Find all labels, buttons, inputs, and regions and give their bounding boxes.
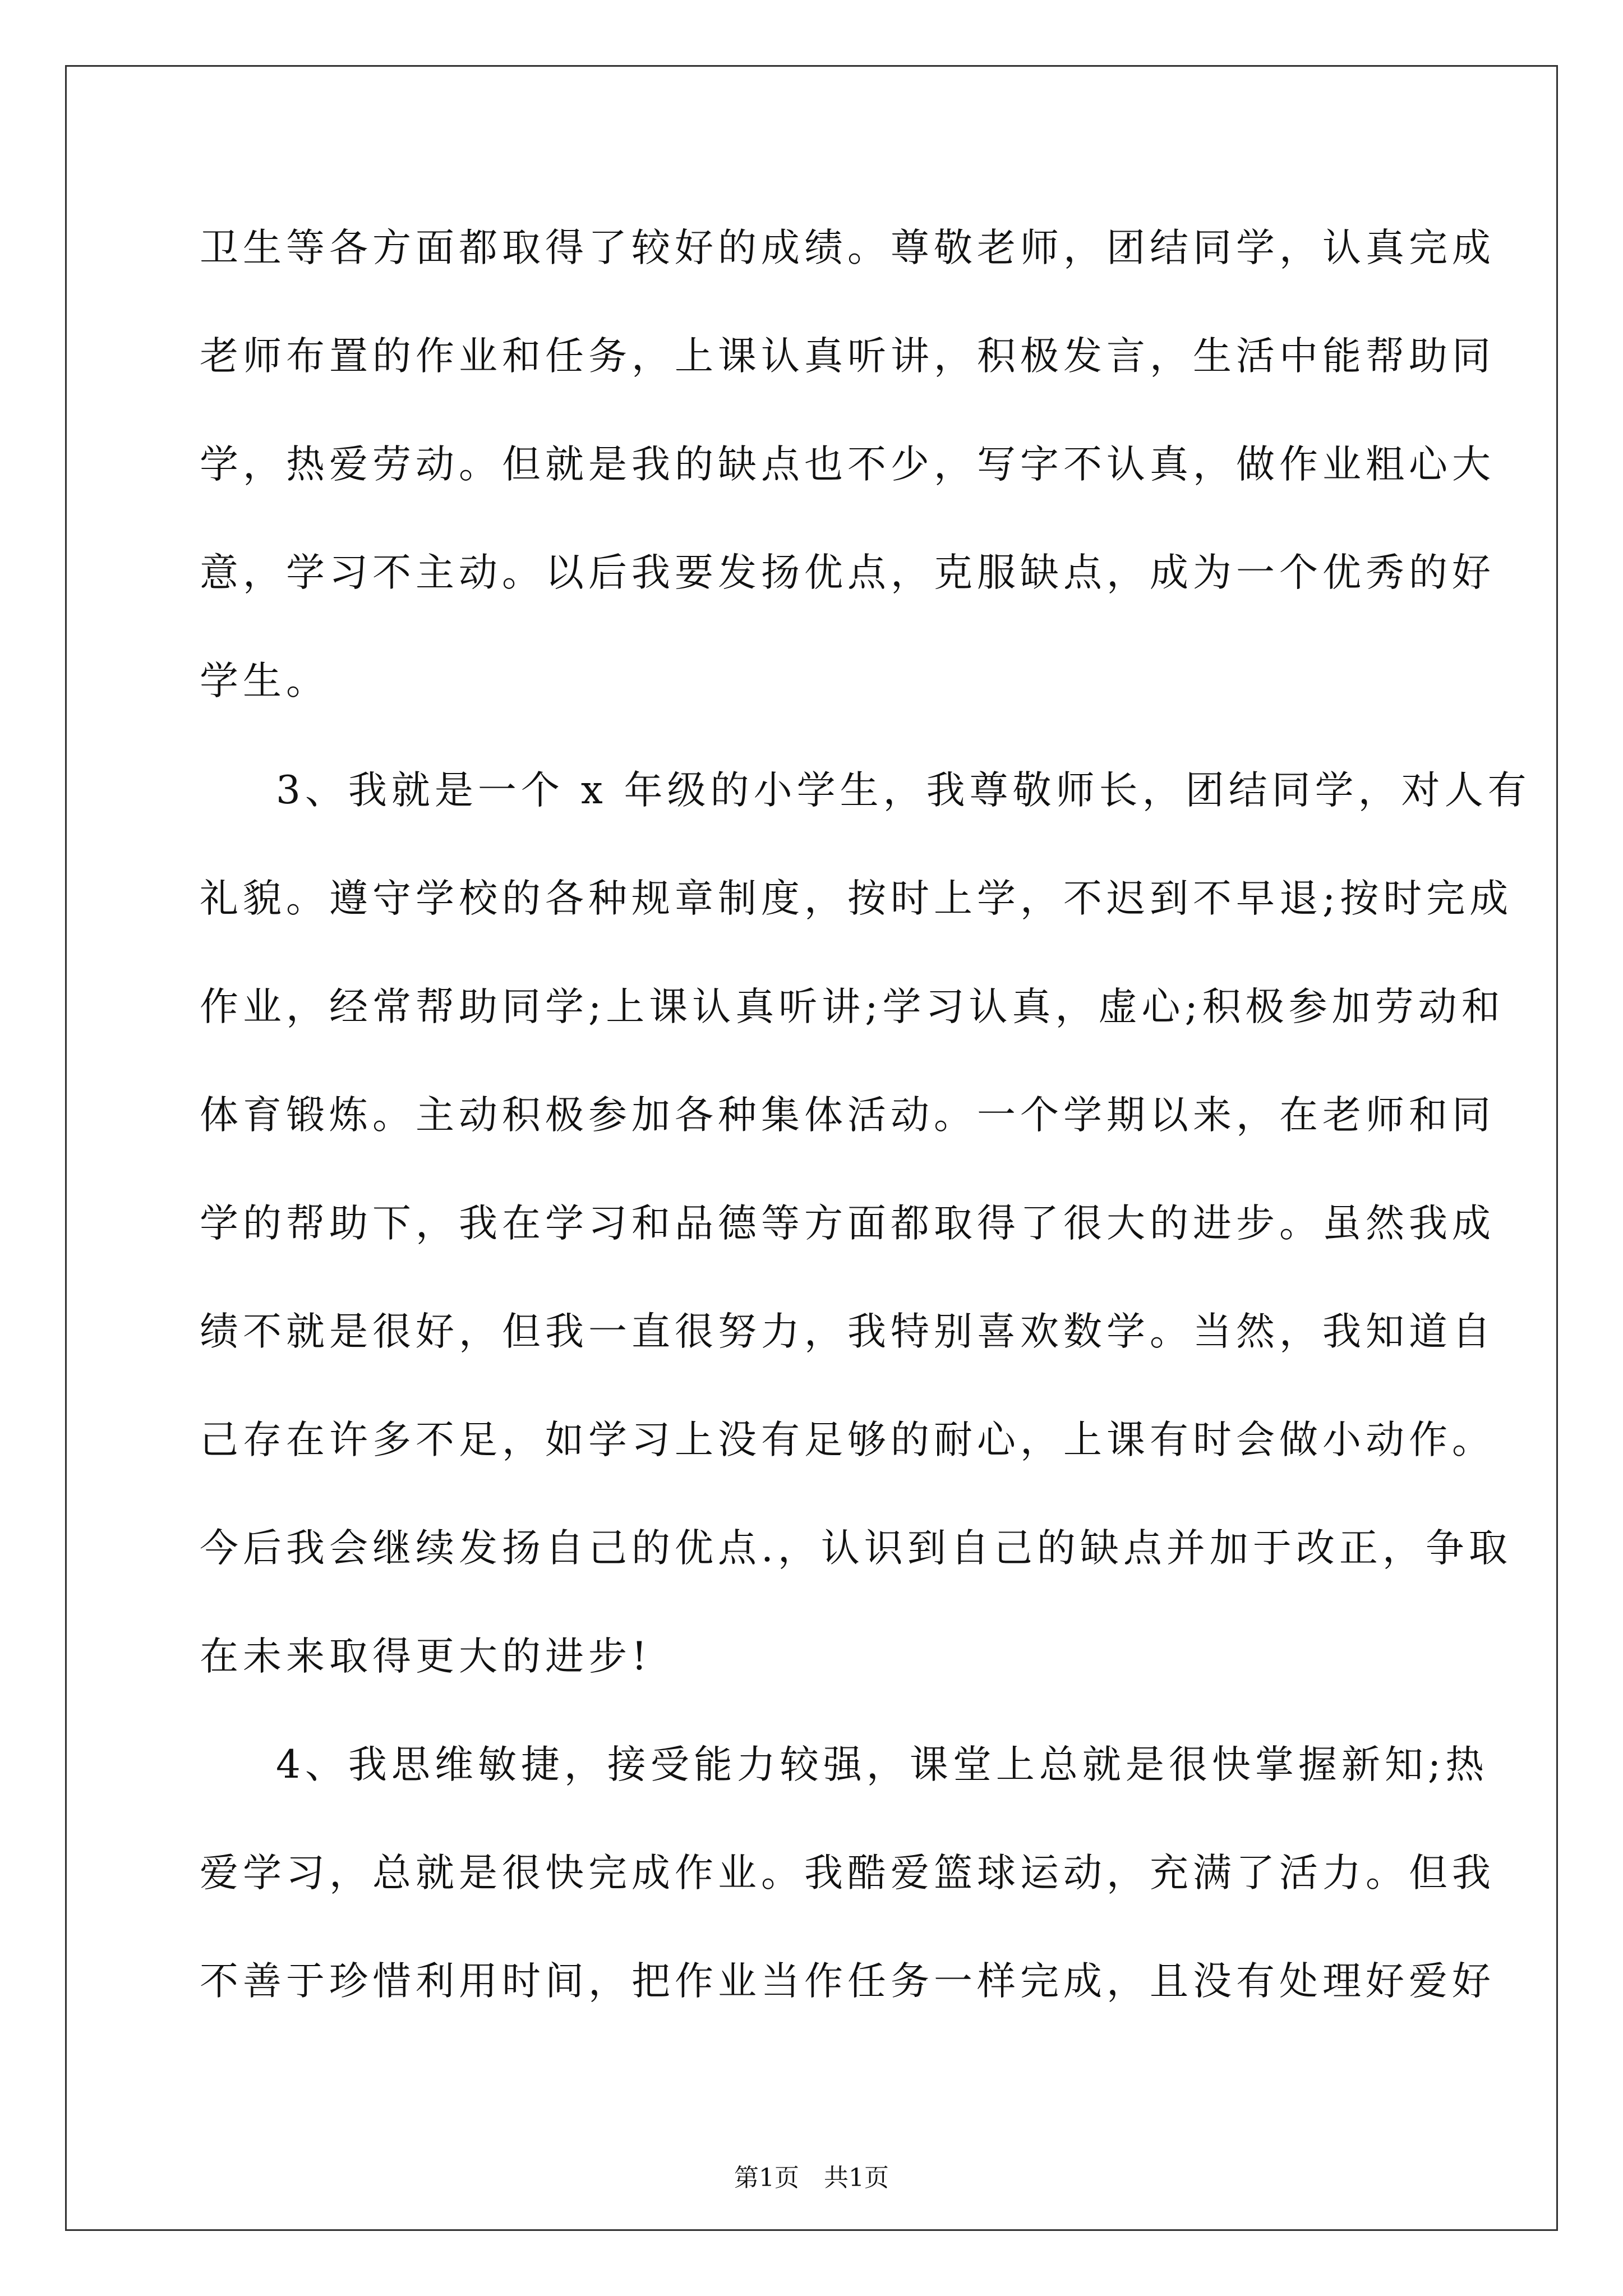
page-footer: 第1页 共1页 (734, 2164, 889, 2192)
body-text-line: 意，学习不主动。以后我要发扬优点，克服缺点，成为一个优秀的好 (200, 550, 1495, 595)
paragraph-4-first-line: 4、我思维敏捷，接受能力较强，课堂上总就是很快掌握新知;热 (276, 1742, 1489, 1787)
page-border (65, 65, 1558, 2231)
body-text-line: 今后我会继续发扬自己的优点.，认识到自己的缺点并加于改正，争取 (200, 1526, 1512, 1571)
body-text-line: 老师布置的作业和任务，上课认真听讲，积极发言，生活中能帮助同 (200, 334, 1495, 379)
body-text-line: 在未来取得更大的进步! (200, 1634, 652, 1679)
body-text-line: 作业，经常帮助同学;上课认真听讲;学习认真，虚心;积极参加劳动和 (200, 984, 1505, 1029)
body-text-line: 学生。 (200, 659, 329, 703)
body-text-line: 不善于珍惜利用时间，把作业当作任务一样完成，且没有处理好爱好 (200, 1959, 1495, 2004)
body-text-line: 学，热爱劳动。但就是我的缺点也不少，写字不认真，做作业粗心大 (200, 442, 1495, 487)
paragraph-3-first-line: 3、我就是一个 x 年级的小学生，我尊敬师长，团结同学，对人有 (276, 768, 1531, 813)
body-text-line: 礼貌。遵守学校的各种规章制度，按时上学，不迟到不早退;按时完成 (200, 876, 1513, 921)
body-text-line: 爱学习，总就是很快完成作业。我酷爱篮球运动，充满了活力。但我 (200, 1851, 1495, 1895)
body-text-line: 学的帮助下，我在学习和品德等方面都取得了很大的进步。虽然我成 (200, 1201, 1495, 1246)
body-text-line: 己存在许多不足，如学习上没有足够的耐心，上课有时会做小动作。 (200, 1418, 1495, 1462)
body-text-line: 体育锻炼。主动积极参加各种集体活动。一个学期以来，在老师和同 (200, 1093, 1495, 1138)
body-text-line: 卫生等各方面都取得了较好的成绩。尊敬老师，团结同学，认真完成 (200, 226, 1495, 270)
body-text-line: 绩不就是很好，但我一直很努力，我特别喜欢数学。当然，我知道自 (200, 1309, 1495, 1354)
